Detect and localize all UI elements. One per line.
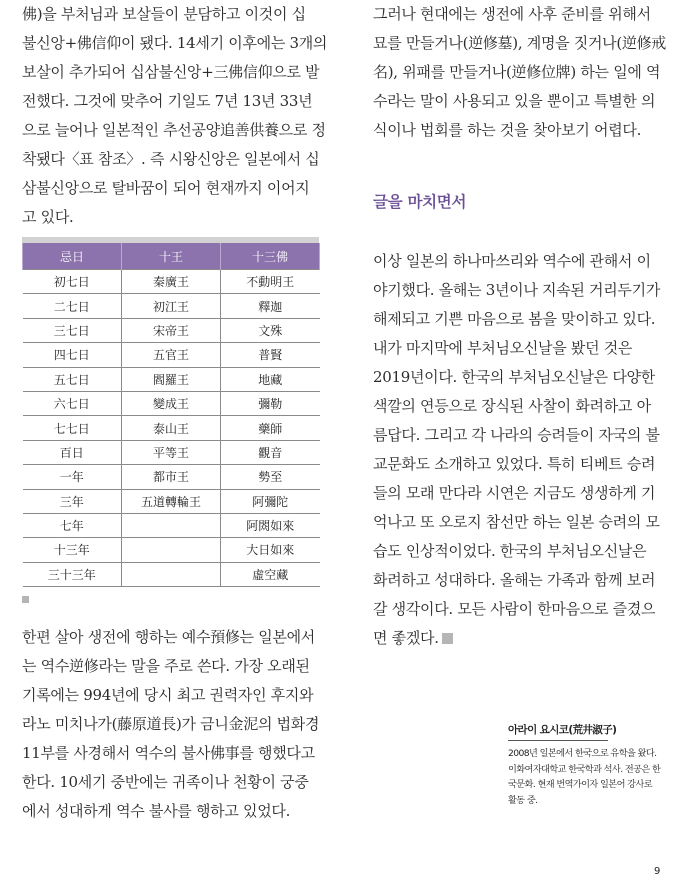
text-line: 면 좋겠다. (373, 629, 439, 647)
text-line: 한다. 10세기 중반에는 귀족이나 천황이 궁중 (22, 773, 309, 791)
text-line: 름답다. 그리고 각 나라의 승려들이 자국의 불 (373, 426, 660, 444)
text-line: 이상 일본의 하나마쓰리와 역수에 관해서 이 (373, 252, 651, 270)
text-line: 고 있다. (22, 208, 74, 226)
table-row (23, 465, 320, 489)
table-row (23, 343, 320, 367)
right-column-conclusion-paragraph (373, 247, 683, 653)
left-column-top-paragraph (22, 0, 328, 232)
end-of-article-mark (442, 633, 453, 644)
table-cell: 阿彌陀 (221, 489, 320, 513)
text-line: 으로 늘어나 일본적인 추선공양追善供養으로 정 (22, 121, 326, 139)
column-header: 十王 (122, 243, 221, 270)
author-bio (508, 746, 676, 808)
body-paragraph (22, 0, 328, 232)
table-cell: 三十三年 (23, 562, 122, 586)
table-row (23, 538, 320, 562)
text-line: 2019년이다. 한국의 부처님오신날은 다양한 (373, 368, 655, 386)
body-paragraph (373, 247, 683, 653)
table-row (23, 270, 320, 294)
text-line: 名), 위패를 만들거나(逆修位牌) 하는 일에 역 (373, 63, 661, 81)
bio-line: 이화여자대학교 한국학과 석사. 전공은 한 (508, 763, 661, 775)
text-line: 묘를 만들거나(逆修墓), 계명을 짓거나(逆修戒 (373, 34, 667, 52)
table-cell: 文殊 (221, 318, 320, 342)
text-line: 한편 살아 생전에 행하는 예수預修는 일본에서 (22, 628, 315, 646)
text-line: 화려하고 성대하다. 올해는 가족과 함께 보러 (373, 571, 656, 589)
table-cell: 大日如來 (221, 538, 320, 562)
table-cell (122, 562, 221, 586)
text-line: 식이나 법회를 하는 것을 찾아보기 어렵다. (373, 121, 642, 139)
table-cell: 普賢 (221, 343, 320, 367)
author-profile (508, 722, 676, 808)
text-line: 착됐다〈표 참조〉. 즉 시왕신앙은 일본에서 십 (22, 150, 320, 168)
table-cell: 平等王 (122, 440, 221, 464)
table-cell: 百日 (23, 440, 122, 464)
table-cell: 十三年 (23, 538, 122, 562)
bio-line: 2008년 일본에서 한국으로 유학을 왔다. (508, 748, 657, 759)
table-corner-marker (22, 596, 29, 603)
table-cell: 藥師 (221, 416, 320, 440)
table-cell (122, 513, 221, 537)
text-line: 전했다. 그것에 맞추어 기일도 7년 13년 33년 (22, 92, 313, 110)
table-cell (122, 538, 221, 562)
body-paragraph (373, 0, 683, 145)
table-row (23, 562, 320, 586)
text-line: 습도 인상적이었다. 한국의 부처님오신날은 (373, 542, 647, 560)
table-row (23, 367, 320, 391)
table-header-row (23, 243, 320, 270)
table-row (23, 416, 320, 440)
text-line: 삼불신앙으로 탈바꿈이 되어 현재까지 이어지 (22, 179, 310, 197)
text-line: 갈 생각이다. 모든 사람이 한마음으로 즐겼으 (373, 600, 656, 618)
table-cell: 觀音 (221, 440, 320, 464)
text-line: 는 역수逆修라는 말을 주로 쓴다. 가장 오래된 (22, 657, 310, 675)
table-cell: 七年 (23, 513, 122, 537)
table-cell: 五官王 (122, 343, 221, 367)
column-header: 忌日 (23, 243, 122, 270)
table-cell: 不動明王 (221, 270, 320, 294)
left-column-bottom-paragraph (22, 623, 328, 826)
table-row (23, 318, 320, 342)
author-name: 아라이 요시코(荒井淑子) (508, 724, 617, 736)
ten-kings-table (22, 243, 320, 587)
table-cell: 三七日 (23, 318, 122, 342)
text-line: 11부를 사경해서 역수의 불사佛事를 행했다고 (22, 744, 315, 762)
table-cell: 宋帝王 (122, 318, 221, 342)
table-cell: 釋迦 (221, 294, 320, 318)
table-cell: 變成王 (122, 391, 221, 415)
bio-line: 활동 중. (508, 794, 538, 806)
section-heading: 글을 마치면서 (373, 193, 467, 211)
right-column-top-paragraph (373, 0, 683, 145)
table-cell: 七七日 (23, 416, 122, 440)
text-line: 억나고 또 오로지 참선만 하는 일본 승려의 모 (373, 513, 660, 531)
table-cell: 五道轉輪王 (122, 489, 221, 513)
table-cell: 勢至 (221, 465, 320, 489)
text-line: 라노 미치나가(藤原道長)가 금니金泥의 법화경 (22, 715, 320, 733)
table-cell: 初江王 (122, 294, 221, 318)
text-line: 들의 모래 만다라 시연은 지금도 생생하게 기 (373, 484, 656, 502)
text-line: 불신앙+佛信仰이 됐다. 14세기 이후에는 3개의 (22, 34, 328, 52)
text-line: 기록에는 994년에 당시 최고 권력자인 후지와 (22, 686, 314, 704)
table-cell: 二七日 (23, 294, 122, 318)
ten-kings-table-block (22, 237, 319, 587)
body-paragraph (22, 623, 328, 826)
page-number: 9 (654, 866, 661, 877)
text-line: 색깔의 연등으로 장식된 사찰이 화려하고 아 (373, 397, 651, 415)
table-cell: 一年 (23, 465, 122, 489)
bio-line: 국문화. 현재 번역가이자 일본어 강사로 (508, 779, 653, 790)
table-cell: 三年 (23, 489, 122, 513)
text-line: 야기했다. 올해는 3년이나 지속된 거리두기가 (373, 281, 661, 299)
table-cell: 初七日 (23, 270, 122, 294)
table-row (23, 294, 320, 318)
text-line: 보살이 추가되어 십삼불신앙+三佛信仰으로 발 (22, 63, 320, 81)
table-cell: 六七日 (23, 391, 122, 415)
text-line-last (373, 624, 683, 653)
text-line: 수라는 말이 사용되고 있을 뿐이고 특별한 의 (373, 92, 656, 110)
table-cell: 阿閦如來 (221, 513, 320, 537)
text-line: 해제되고 기쁜 마음으로 봄을 맞이하고 있다. (373, 310, 656, 328)
table-cell: 閻羅王 (122, 367, 221, 391)
author-divider (508, 740, 608, 741)
table-row (23, 440, 320, 464)
table-row (23, 391, 320, 415)
table-cell: 泰山王 (122, 416, 221, 440)
text-line: 내가 마지막에 부처님오신날을 봤던 것은 (373, 339, 633, 357)
text-line: 그러나 현대에는 생전에 사후 준비를 위해서 (373, 5, 651, 23)
text-line: 교문화도 소개하고 있었다. 특히 티베트 승려 (373, 455, 656, 473)
table-cell: 四七日 (23, 343, 122, 367)
table-cell: 地藏 (221, 367, 320, 391)
text-line: 에서 성대하게 역수 불사를 행하고 있었다. (22, 802, 291, 820)
table-cell: 彌勒 (221, 391, 320, 415)
table-cell: 都市王 (122, 465, 221, 489)
table-cell: 虛空藏 (221, 562, 320, 586)
column-header: 十三佛 (221, 243, 320, 270)
table-row (23, 513, 320, 537)
table-row (23, 489, 320, 513)
text-line: 佛)을 부처님과 보살들이 분담하고 이것이 십 (22, 5, 306, 23)
table-cell: 五七日 (23, 367, 122, 391)
table-cell: 秦廣王 (122, 270, 221, 294)
